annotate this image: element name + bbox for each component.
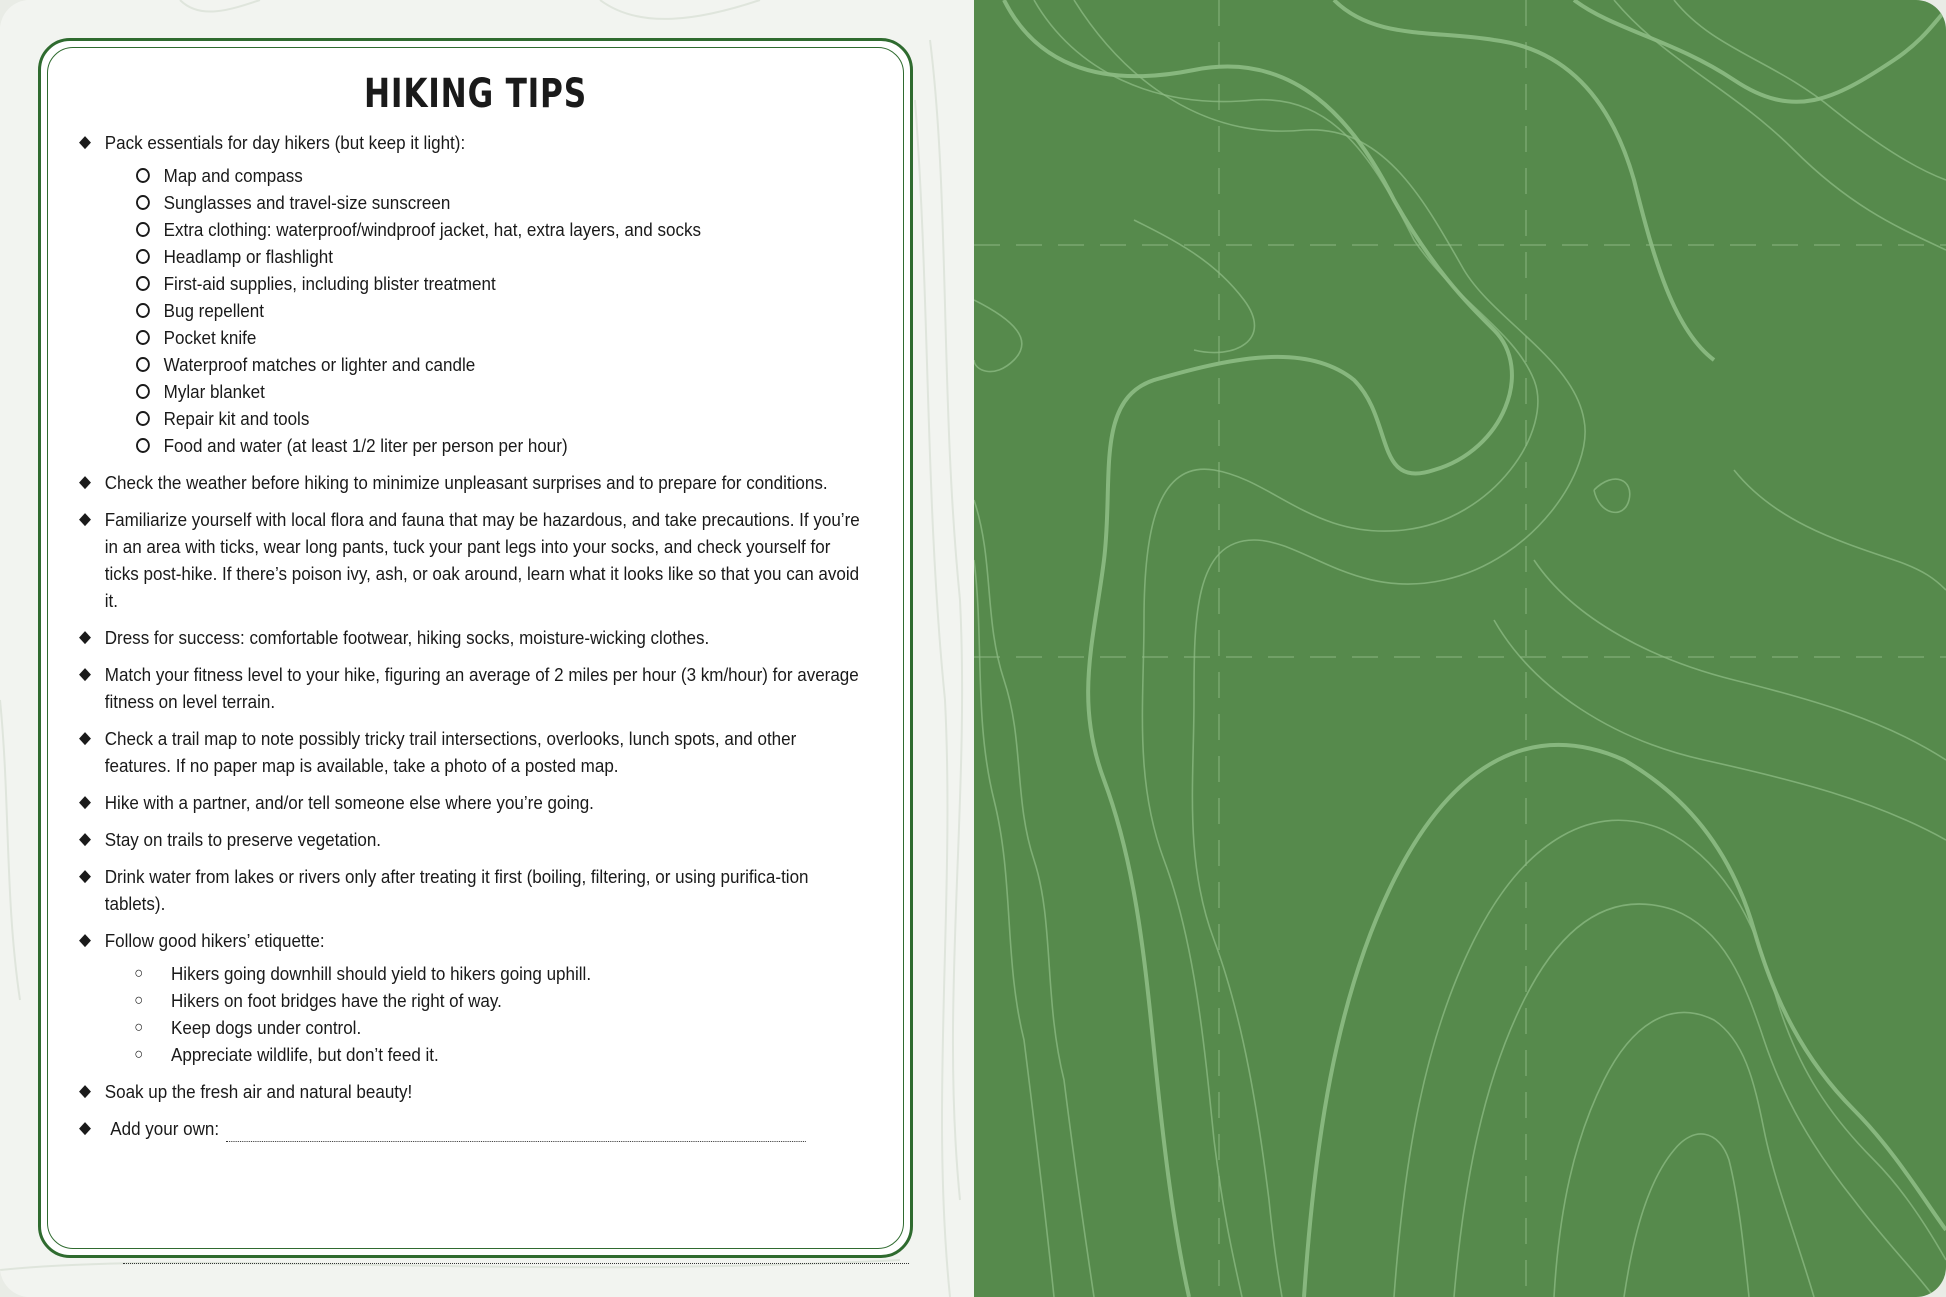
etiquette-item [134,987,861,1014]
tip-text: Check a trail map to note possibly tricky trail intersections, overlooks, lunch spots, and other features. If no paper map is available, take a photo of a posted map. [104,728,797,776]
tip-text: Match your fitness level to your hike, figuring an average of 2 miles per hour (3 km/hour) for average fitness on level terrain. [104,664,859,712]
tips-card [38,38,913,1258]
write-in-line-second[interactable] [123,1263,909,1264]
tip-item [79,789,861,816]
checkbox-circle-icon[interactable] [136,303,150,318]
tip-text: Stay on trails to preserve vegetation. [104,829,382,850]
checklist-item[interactable] [136,405,861,432]
checkbox-circle-icon[interactable] [136,384,150,399]
right-page-topo-map [974,0,1946,1297]
checklist-item[interactable] [136,270,861,297]
diamond-bullet-icon: ◆ [79,792,92,812]
tip-item [79,624,861,651]
checklist-item[interactable] [136,324,861,351]
tip-text: Familiarize yourself with local flora and fauna that may be hazardous, and take precautions. If you’re in an area with ticks, wear long pants, tuck your pant legs into your socks, and check yourself for ticks post-hike. If there’s poison ivy, ash, or oak around, learn what it looks like so that you can avoid it. [104,509,860,611]
checklist-item[interactable] [136,351,861,378]
etiquette-text: Keep dogs under control. [171,1017,362,1038]
checklist-item[interactable] [136,432,861,459]
diamond-bullet-icon: ◆ [79,132,92,152]
checklist-text: First-aid supplies, including blister treatment [163,273,496,294]
tip-item [79,725,861,779]
add-your-own-label: Add your own: [110,1118,220,1139]
checklist-text: Pocket knife [163,327,257,348]
checklist-item[interactable] [136,297,861,324]
checkbox-circle-icon[interactable] [136,168,150,183]
checklist-item[interactable] [136,162,861,189]
etiquette-text: Appreciate wildlife, but don’t feed it. [171,1044,439,1065]
tip-item [79,863,861,917]
diamond-bullet-icon: ◆ [79,866,92,886]
tip-text: Follow good hikers’ etiquette: [104,930,325,951]
checkbox-circle-icon[interactable] [136,249,150,264]
checklist-item[interactable] [136,216,861,243]
circle-bullet-icon: ○ [134,1019,144,1036]
etiquette-item [134,1041,861,1068]
tip-item [79,826,861,853]
etiquette-text: Hikers on foot bridges have the right of way. [171,990,502,1011]
diamond-bullet-icon: ◆ [79,664,92,684]
circle-bullet-icon: ○ [134,1046,144,1063]
etiquette-list [134,960,861,1068]
checkbox-circle-icon[interactable] [136,195,150,210]
checkbox-circle-icon[interactable] [136,357,150,372]
checklist-text: Food and water (at least 1/2 liter per person per hour) [163,435,568,456]
circle-bullet-icon: ○ [134,992,144,1009]
diamond-bullet-icon: ◆ [79,1118,92,1138]
tip-item [79,927,861,1068]
add-your-own-row [79,1115,861,1142]
tip-text: Soak up the fresh air and natural beauty! [104,1081,413,1102]
write-in-line[interactable] [226,1123,805,1142]
checklist-text: Extra clothing: waterproof/windproof jacket, hat, extra layers, and socks [163,219,701,240]
checkbox-circle-icon[interactable] [136,276,150,291]
topographic-contour-pattern [974,0,1946,1297]
etiquette-item [134,960,861,987]
tip-item [79,1078,861,1105]
checkbox-circle-icon[interactable] [136,438,150,453]
checkbox-circle-icon[interactable] [136,330,150,345]
checklist-item[interactable] [136,243,861,270]
checklist-text: Bug repellent [163,300,264,321]
tip-text: Drink water from lakes or rivers only after treating it first (boiling, filtering, or using purifica-tion tablets). [104,866,809,914]
checklist-text: Mylar blanket [163,381,265,402]
tip-item [79,661,861,715]
tip-text: Dress for success: comfortable footwear, hiking socks, moisture-wicking clothes. [104,627,710,648]
checklist-text: Map and compass [163,165,303,186]
checklist-text: Sunglasses and travel-size sunscreen [163,192,451,213]
diamond-bullet-icon: ◆ [79,509,92,529]
diamond-bullet-icon: ◆ [79,829,92,849]
checklist-item[interactable] [136,378,861,405]
tip-text: Check the weather before hiking to minimize unpleasant surprises and to prepare for conditions. [104,472,828,493]
essentials-checklist [136,162,861,459]
tip-item [79,506,861,614]
tip-item [79,469,861,496]
checklist-text: Headlamp or flashlight [163,246,333,267]
tip-item [79,129,861,459]
page-title: HIKING TIPS [364,71,587,117]
tip-text: Hike with a partner, and/or tell someone else where you’re going. [104,792,594,813]
diamond-bullet-icon: ◆ [79,627,92,647]
tip-text: Pack essentials for day hikers (but keep it light): [104,132,466,153]
diamond-bullet-icon: ◆ [79,728,92,748]
checkbox-circle-icon[interactable] [136,411,150,426]
etiquette-text: Hikers going downhill should yield to hikers going uphill. [171,963,592,984]
checklist-text: Waterproof matches or lighter and candle [163,354,476,375]
checklist-text: Repair kit and tools [163,408,310,429]
checklist-item[interactable] [136,189,861,216]
tips-list [79,129,861,1152]
checkbox-circle-icon[interactable] [136,222,150,237]
etiquette-item [134,1014,861,1041]
diamond-bullet-icon: ◆ [79,472,92,492]
circle-bullet-icon: ○ [134,965,144,982]
diamond-bullet-icon: ◆ [79,930,92,950]
diamond-bullet-icon: ◆ [79,1081,92,1101]
